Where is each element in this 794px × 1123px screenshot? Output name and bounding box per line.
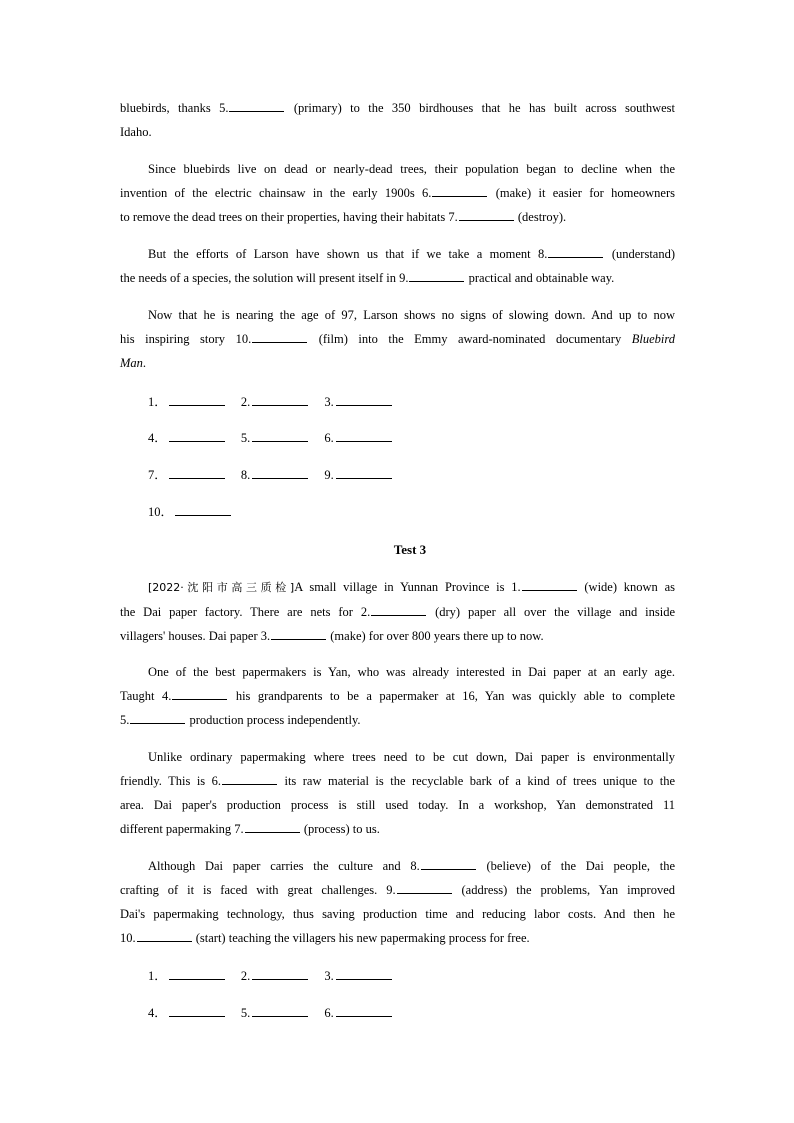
passage-paragraph-2 [120, 157, 675, 229]
text: (process) to us. [300, 822, 380, 836]
text: (primary) to the 350 birdhouses that he has built across southwest [285, 101, 675, 115]
test3-paragraph-3 [120, 745, 675, 841]
answer-number: 4． [148, 431, 167, 445]
text: (make) it easier for homeowners [488, 186, 676, 200]
answer-blank-4[interactable] [172, 687, 227, 700]
text: But the efforts of Larson have shown us that if we take a moment 8. [148, 247, 548, 261]
answer-row-3 [148, 465, 405, 485]
test3-answer-row-1 [148, 966, 405, 986]
answer-number: 5. [240, 1006, 251, 1020]
answer-number: 8. [240, 468, 251, 482]
answer-line[interactable] [336, 393, 392, 406]
text: area. Dai paper's production process is still used today. In a workshop, Yan demonstrated 11 [120, 798, 675, 812]
text: production process independently. [186, 713, 361, 727]
answer-line[interactable] [252, 1004, 308, 1017]
answer-row-1 [148, 392, 405, 412]
text: (destroy). [514, 210, 567, 224]
answer-line[interactable] [169, 466, 225, 479]
text: crafting of it is faced with great challenges. 9. [120, 883, 396, 897]
answer-number: 7． [148, 468, 167, 482]
answer-line[interactable] [169, 429, 225, 442]
text: friendly. This is 6. [120, 774, 222, 788]
answer-row-2 [148, 428, 405, 448]
text: 10. [120, 931, 136, 945]
answer-blank-5[interactable] [229, 99, 284, 112]
text: his inspiring story 10. [120, 332, 252, 346]
answer-number: 10． [148, 505, 174, 519]
passage-paragraph-1 [120, 96, 675, 144]
text: Taught 4. [120, 689, 172, 703]
text: the Dai paper factory. There are nets for 2. [120, 605, 371, 619]
section-heading: Test 3 [393, 542, 427, 557]
answer-line[interactable] [336, 429, 392, 442]
answer-number: 9. [324, 468, 334, 482]
answer-blank-9[interactable] [409, 269, 464, 282]
text: the needs of a species, the solution will present itself in 9. [120, 271, 409, 285]
text: Now that he is nearing the age of 97, Larson shows no signs of slowing down. And up to now [148, 308, 675, 322]
text: invention of the electric chainsaw in the early 1900s 6. [120, 186, 432, 200]
text: Since bluebirds live on dead or nearly-dead trees, their population began to decline when the [148, 162, 675, 176]
answer-blank-7b[interactable] [245, 820, 300, 833]
answer-line[interactable] [175, 503, 231, 516]
answer-blank-8b[interactable] [421, 857, 476, 870]
answer-line[interactable] [169, 1004, 225, 1017]
answer-number: 1． [148, 969, 167, 983]
answer-blank-8[interactable] [548, 245, 603, 258]
answer-blank-9b[interactable] [397, 881, 452, 894]
answer-line[interactable] [252, 466, 308, 479]
text: (believe) of the Dai people, the [476, 859, 675, 873]
answer-blank-1[interactable] [522, 578, 577, 591]
text: One of the best papermakers is Yan, who was already interested in Dai paper at an early age. [148, 665, 675, 679]
answer-blank-5b[interactable] [130, 711, 185, 724]
answer-line[interactable] [336, 1004, 392, 1017]
answer-number: 3. [324, 969, 334, 983]
documentary-title: Man [120, 356, 143, 370]
text: 5. [120, 713, 130, 727]
text: Although Dai paper carries the culture and 8. [148, 859, 420, 873]
text: (start) teaching the villagers his new papermaking process for free. [192, 931, 530, 945]
text: Unlike ordinary papermaking where trees need to be cut down, Dai paper is environmentally [148, 750, 675, 764]
answer-line[interactable] [252, 429, 308, 442]
test3-paragraph-2 [120, 660, 675, 732]
answer-blank-2[interactable] [371, 603, 426, 616]
text: (understand) [604, 247, 676, 261]
answer-number: 6. [324, 431, 334, 445]
answer-blank-6b[interactable] [222, 772, 277, 785]
answer-number: 4． [148, 1006, 167, 1020]
answer-blank-10b[interactable] [137, 929, 192, 942]
passage-paragraph-4 [120, 303, 675, 375]
text: practical and obtainable way. [465, 271, 615, 285]
answer-number: 6. [324, 1006, 334, 1020]
passage-paragraph-3 [120, 242, 675, 290]
text: villagers' houses. Dai paper 3. [120, 629, 271, 643]
text: different papermaking 7. [120, 822, 244, 836]
text: its raw material is the recyclable bark of a kind of trees unique to the [278, 774, 675, 788]
answer-line[interactable] [252, 393, 308, 406]
answer-number: 1． [148, 395, 167, 409]
answer-line[interactable] [252, 967, 308, 980]
text: bluebirds, thanks 5. [120, 101, 229, 115]
text: . [142, 356, 147, 370]
test3-answer-row-2 [148, 1003, 405, 1023]
text: to remove the dead trees on their properties, having their habitats 7. [120, 210, 458, 224]
text: his grandparents to be a papermaker at 16, Yan was quickly able to complete [228, 689, 675, 703]
answer-number: 2. [240, 395, 251, 409]
answer-blank-7[interactable] [459, 208, 514, 221]
answer-line[interactable] [169, 393, 225, 406]
answer-row-4 [148, 502, 244, 522]
text: (dry) paper all over the village and inside [427, 605, 675, 619]
test3-paragraph-4 [120, 854, 675, 950]
source-tag: [2022·沈阳市高三质检] [148, 581, 295, 594]
answer-blank-6[interactable] [432, 184, 487, 197]
text: (wide) known as [577, 580, 675, 594]
answer-blank-10[interactable] [252, 330, 307, 343]
answer-blank-3[interactable] [271, 627, 326, 640]
text: (address) the problems, Yan improved [452, 883, 676, 897]
answer-number: 5. [240, 431, 251, 445]
text: (film) into the Emmy award-nominated documentary [308, 332, 632, 346]
documentary-title: Bluebird [631, 332, 675, 346]
answer-number: 3. [324, 395, 334, 409]
test3-paragraph-1 [120, 575, 675, 648]
answer-number: 2. [240, 969, 251, 983]
text: (make) for over 800 years there up to now. [327, 629, 544, 643]
text: Dai's papermaking technology, thus saving production time and reducing labor costs. And then he [120, 907, 675, 921]
answer-line[interactable] [336, 967, 392, 980]
answer-line[interactable] [336, 466, 392, 479]
answer-line[interactable] [169, 967, 225, 980]
text: Idaho. [120, 125, 152, 139]
text: A small village in Yunnan Province is 1. [294, 580, 521, 594]
